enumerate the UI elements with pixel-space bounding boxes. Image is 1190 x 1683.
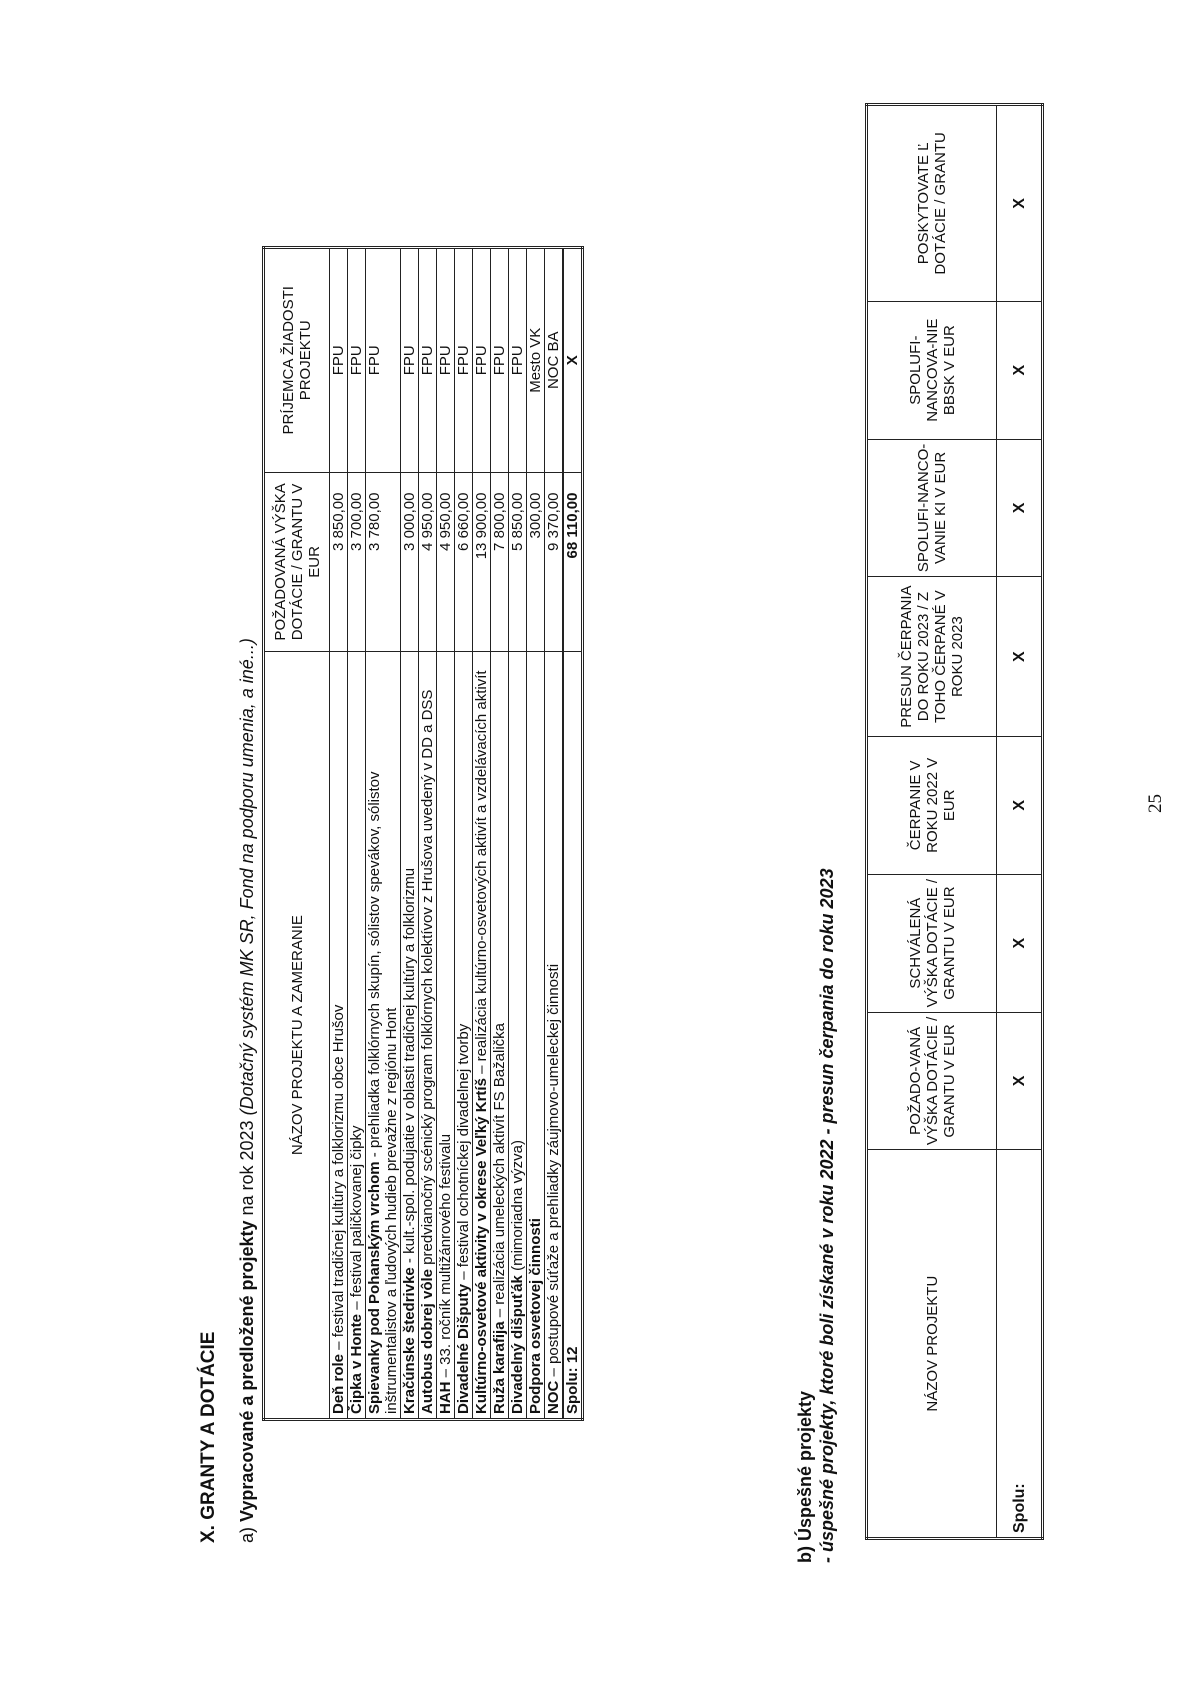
total-value: X [997, 301, 1043, 439]
project-description: - kult.-spol. podujatie v oblasti tradičnej kultúry a folklorizmu [401, 867, 418, 1268]
table-row [437, 248, 455, 1420]
part-a-title-bold: Vypracované a predložené projekty [237, 1220, 257, 1522]
recipient-cell: FPU [473, 248, 491, 473]
successful-projects-header [867, 105, 997, 1539]
project-cell [401, 652, 419, 1420]
project-name: Divadelný dišpuťák [509, 1275, 526, 1414]
project-description: – realizácia umeleckých aktivít FS Bažalička [491, 1023, 508, 1322]
header-cell: ČERPANIE V ROKU 2022 V EUR [867, 736, 997, 874]
recipient-cell: FPU [366, 248, 401, 473]
table-row [491, 248, 509, 1420]
total-recipient: X [563, 248, 583, 473]
part-b-title: b) Úspešné projekty [795, 1390, 815, 1563]
table-row [366, 248, 401, 1420]
project-cell [545, 652, 564, 1420]
project-name: Kultúrno-osvetové aktivity v okrese Veľký Krtíš [473, 1078, 490, 1414]
table-row [455, 248, 473, 1420]
project-name: NOC [545, 1380, 562, 1414]
project-name: Kračúnske štedrivke [401, 1267, 418, 1414]
recipient-cell: Mesto VK [527, 248, 545, 473]
recipient-cell: FPU [348, 248, 366, 473]
part-a-note: (Dotačný systém MK SR, Fond na podporu umenia, a iné...) [237, 638, 257, 1116]
project-name: Podpora osvetovej činnosti [527, 1218, 544, 1414]
project-description: predvianočný scénický program folklórnych kolektívov z Hrušova uvedený v DD a DSS [419, 689, 436, 1269]
amount-cell: 9 370,00 [545, 472, 564, 652]
project-cell [455, 652, 473, 1420]
project-description: - prehliadka folklórnych skupín, sólistov spevákov, sólistov inštrumentalistov a ľudových hudieb prevažne z regiónu Hont [366, 771, 400, 1414]
header-cell: SPOLUFI-NANCOVA-NIE BBSK V EUR [867, 301, 997, 439]
header-recipient: PRÍJEMCA ŽIADOSTI PROJEKTU [264, 248, 330, 473]
project-name: Ruža karafija [491, 1321, 508, 1414]
amount-cell: 5 850,00 [509, 472, 527, 652]
projects-table [262, 246, 584, 1421]
table-row [545, 248, 564, 1420]
header-cell: SCHVÁLENÁ VÝŠKA DOTÁCIE / GRANTU V EUR [867, 874, 997, 1012]
project-cell [348, 652, 366, 1420]
page-number: 25 [1145, 794, 1166, 813]
total-value: X [997, 736, 1043, 874]
project-cell [437, 652, 455, 1420]
table-row [348, 248, 366, 1420]
total-value: X [997, 577, 1043, 737]
project-cell [330, 652, 348, 1420]
total-value: X [997, 874, 1043, 1012]
table-total-row [563, 248, 583, 1420]
recipient-cell: FPU [455, 248, 473, 473]
total-amount: 68 110,00 [563, 472, 583, 652]
project-description: – festival ochotníckej divadelnej tvorby [455, 1023, 472, 1284]
table-row [330, 248, 348, 1420]
part-a-prefix: a) [237, 1526, 257, 1543]
part-a-title [237, 638, 258, 1543]
amount-cell: 300,00 [527, 472, 545, 652]
amount-cell: 3 700,00 [348, 472, 366, 652]
recipient-cell: FPU [419, 248, 437, 473]
projects-table-body [330, 248, 564, 1420]
section-title: X. GRANTY A DOTÁCIE [198, 1331, 219, 1543]
project-name: Divadelné Dišputy [455, 1283, 472, 1414]
header-cell: SPOLUFI-NANCO-VANIE KI V EUR [867, 439, 997, 577]
table-row [419, 248, 437, 1420]
project-name: Čipka v Honte [348, 1313, 365, 1414]
project-cell [473, 652, 491, 1420]
part-b-subtitle-text: úspešné projekty, ktoré boli získané v roku 2022 - presun čerpania do roku 2023 [817, 868, 837, 1552]
project-cell [527, 652, 545, 1420]
successful-projects-table [865, 103, 1044, 1540]
total-value: X [997, 439, 1043, 577]
header-cell: PRESUN ČERPANIA DO ROKU 2023 / Z TOHO ČERPANÉ V ROKU 2023 [867, 577, 997, 737]
table-row [473, 248, 491, 1420]
recipient-cell: NOC BA [545, 248, 564, 473]
project-description: – festival paličkovanej čipky [348, 1125, 365, 1314]
total-label: Spolu: [997, 1150, 1043, 1539]
header-cell: POSKYTOVATE Ľ DOTÁCIE / GRANTU [867, 105, 997, 302]
project-name: Spievanky pod Pohanským vrchom [366, 1161, 383, 1414]
project-description: – postupové súťaže a prehliadky záujmovo-umeleckej činnosti [545, 963, 562, 1381]
project-cell [366, 652, 401, 1420]
total-label: Spolu: 12 [563, 652, 583, 1420]
project-cell [509, 652, 527, 1420]
amount-cell: 3 000,00 [401, 472, 419, 652]
project-description: – festival tradičnej kultúry a folklorizmu obce Hrušov [330, 1004, 347, 1354]
amount-cell: 3 850,00 [330, 472, 348, 652]
project-name: Autobus dobrej vôle [419, 1268, 436, 1414]
amount-cell: 4 950,00 [437, 472, 455, 652]
project-description: (mimoriadna výzva) [509, 1140, 526, 1276]
recipient-cell: FPU [330, 248, 348, 473]
part-a-title-normal: na rok 2023 [237, 1120, 257, 1216]
recipient-cell: FPU [491, 248, 509, 473]
header-cell: POŽADO-VANÁ VÝŠKA DOTÁCIE / GRANTU V EUR [867, 1012, 997, 1150]
table-row [527, 248, 545, 1420]
amount-cell: 7 800,00 [491, 472, 509, 652]
project-description: – 33. ročník multižánrového festivalu [437, 1133, 454, 1382]
amount-cell: 6 660,00 [455, 472, 473, 652]
amount-cell: 4 950,00 [419, 472, 437, 652]
table-row [509, 248, 527, 1420]
amount-cell: 13 900,00 [473, 472, 491, 652]
project-description: – realizácia kultúrno-osvetových aktivít a vzdelávacích aktivít [473, 670, 490, 1079]
successful-projects-total-row [997, 105, 1043, 1539]
part-b-subtitle [817, 868, 838, 1563]
recipient-cell: FPU [401, 248, 419, 473]
amount-cell: 3 780,00 [366, 472, 401, 652]
header-cell: NÁZOV PROJEKTU [867, 1150, 997, 1539]
project-cell [419, 652, 437, 1420]
total-value: X [997, 105, 1043, 302]
table-row [401, 248, 419, 1420]
part-b-subtitle-prefix: - [817, 1552, 837, 1563]
recipient-cell: FPU [437, 248, 455, 473]
total-value: X [997, 1012, 1043, 1150]
project-name: Deň role [330, 1353, 347, 1414]
project-name: HAH [437, 1381, 454, 1414]
project-cell [491, 652, 509, 1420]
header-amount: POŽADOVANÁ VÝŠKA DOTÁCIE / GRANTU V EUR [264, 472, 330, 652]
recipient-cell: FPU [509, 248, 527, 473]
header-project: NÁZOV PROJEKTU A ZAMERANIE [264, 652, 330, 1420]
